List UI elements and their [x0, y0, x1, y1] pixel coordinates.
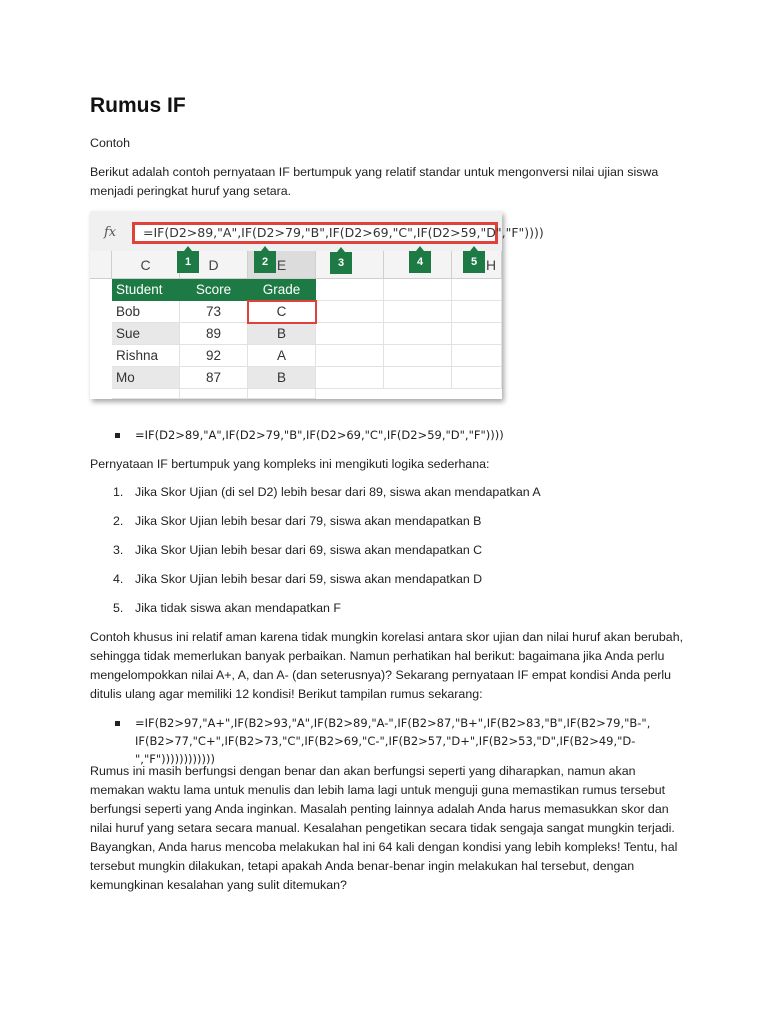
empty-cell: [316, 345, 384, 367]
list-number: 2.: [113, 514, 124, 528]
formula-bar: [90, 211, 544, 252]
empty-cell: [452, 323, 502, 345]
step-text: Jika tidak siswa akan mendapatkan F: [135, 601, 341, 615]
empty-cell: [316, 367, 384, 389]
list-item: [90, 570, 690, 599]
empty-cell: [452, 301, 502, 323]
step-text: Jika Skor Ujian (di sel D2) lebih besar dari 89, siswa akan mendapatkan A: [135, 485, 541, 499]
table-cell: 87: [180, 367, 248, 389]
paragraph-3: Rumus ini masih berfungsi dengan benar dan akan berfungsi seperti yang diharapkan, namun akan memakan waktu lama untuk menulis dan lebih lama lagi untuk menguji guna memastikan rumus tersebut berfungsi seperti yang Anda inginkan. Masalah penting lainnya adalah Anda harus memasukkan skor dan nilai huruf yang setara secara manual. Kesalahan pengetikan secara tidak sengaja sangat mungkin terjadi. Bayangkan, Anda harus mencoba melakukan hal ini 64 kali dengan kondisi yang lebih kompleks! Tentu, hal tersebut mungkin dilakukan, tetapi apakah Anda benar-benar ingin melakukan hal tersebut, dengan kemungkinan kesalahan yang sulit ditemukan?: [90, 764, 678, 892]
bullet-icon: [115, 721, 120, 726]
step-text: Jika Skor Ujian lebih besar dari 59, siswa akan mendapatkan D: [135, 572, 483, 586]
table-cell: C: [248, 301, 316, 323]
empty-cell: [316, 323, 384, 345]
callout-badge-5: 5: [463, 251, 485, 273]
subtitle: Contoh: [90, 136, 130, 150]
table-header-grade: Grade: [248, 279, 316, 301]
table-cell: Rishna: [112, 345, 180, 367]
table-cell: B: [248, 367, 316, 389]
table-header-student: Student: [112, 279, 180, 301]
function-icon: fx: [104, 225, 117, 240]
table-cell: 73: [180, 301, 248, 323]
empty-cell: [384, 345, 452, 367]
empty-cell: [384, 301, 452, 323]
empty-cell: [452, 367, 502, 389]
table-cell: Sue: [112, 323, 180, 345]
col-header-e: E: [248, 251, 316, 279]
callout-badge-3: 3: [330, 252, 352, 274]
empty-cell: [452, 345, 502, 367]
formula-text-line-1: =IF(B2>97,"A+",IF(B2>93,"A",IF(B2>89,"A-",IF(B2>87,"B+",IF(B2>83,"B",IF(B2>79,"B-",: [135, 716, 651, 730]
list-item: [90, 426, 690, 444]
formula-text-line-2: IF(B2>77,"C+",IF(B2>73,"C",IF(B2>69,"C-",IF(B2>57,"D+",IF(B2>53,"D",IF(B2>49,"D-","F")))))))))))): [135, 734, 636, 766]
formula-text: =IF(D2>89,"A",IF(D2>79,"B",IF(D2>69,"C",IF(D2>59,"D","F")))): [135, 428, 504, 442]
table-cell: Mo: [112, 367, 180, 389]
table-cell: 92: [180, 345, 248, 367]
empty-cell: [180, 389, 248, 399]
list-number: 5.: [113, 601, 124, 615]
callout-badge-1: 1: [177, 251, 199, 273]
logic-steps-list: [90, 483, 690, 628]
list-item: [90, 714, 690, 768]
logic-intro: Pernyataan IF bertumpuk yang kompleks ini mengikuti logika sederhana:: [90, 457, 490, 471]
intro-paragraph: Berikut adalah contoh pernyataan IF bertumpuk yang relatif standar untuk mengonversi nilai ujian siswa menjadi peringkat huruf yang setara.: [90, 165, 659, 198]
empty-cell: [452, 279, 502, 301]
list-number: 1.: [113, 485, 124, 499]
step-text: Jika Skor Ujian lebih besar dari 69, siswa akan mendapatkan C: [135, 543, 483, 557]
empty-cell: [112, 389, 180, 399]
list-item: [90, 512, 690, 541]
bullet-icon: [115, 433, 120, 438]
empty-cell: [316, 279, 384, 301]
list-item: [90, 541, 690, 570]
formula-list-1: [90, 426, 690, 444]
table-header-score: Score: [180, 279, 248, 301]
selected-cell-outline: [247, 300, 317, 324]
list-number: 3.: [113, 543, 124, 557]
table-cell: B: [248, 323, 316, 345]
empty-cell: [248, 389, 316, 399]
col-header-h: H: [452, 251, 502, 279]
empty-cell: [384, 279, 452, 301]
callout-badge-4: 4: [409, 251, 431, 273]
empty-cell: [384, 367, 452, 389]
row-header-corner: [90, 251, 112, 279]
table-cell: Bob: [112, 301, 180, 323]
empty-cell: [384, 323, 452, 345]
list-item: [90, 483, 690, 512]
formula-box: =IF(D2>89,"A",IF(D2>79,"B",IF(D2>69,"C",IF(D2>59,"D","F")))): [132, 222, 498, 244]
table-cell: 89: [180, 323, 248, 345]
list-number: 4.: [113, 572, 124, 586]
callout-badge-2: 2: [254, 251, 276, 273]
formula-list-2: [90, 714, 690, 768]
excel-screenshot: [90, 211, 544, 399]
empty-cell: [316, 301, 384, 323]
list-item: [90, 599, 690, 628]
page-title: Rumus IF: [90, 94, 186, 117]
paragraph-2: Contoh khusus ini relatif aman karena tidak mungkin korelasi antara skor ujian dan nilai huruf akan berubah, sehingga tidak memerlukan banyak perbaikan. Namun perhatikan hal berikut: bagaimana jika Anda perlu mengelompokkan nilai A+, A, dan A- (dan seterusnya)? Sekarang pernyataan IF empat kondisi Anda perlu ditulis ulang agar memiliki 12 kondisi! Berikut tampilan rumus sekarang:: [90, 630, 684, 701]
step-text: Jika Skor Ujian lebih besar dari 79, siswa akan mendapatkan B: [135, 514, 482, 528]
col-header-d: D: [180, 251, 248, 279]
table-cell: A: [248, 345, 316, 367]
col-header-c: C: [112, 251, 180, 279]
